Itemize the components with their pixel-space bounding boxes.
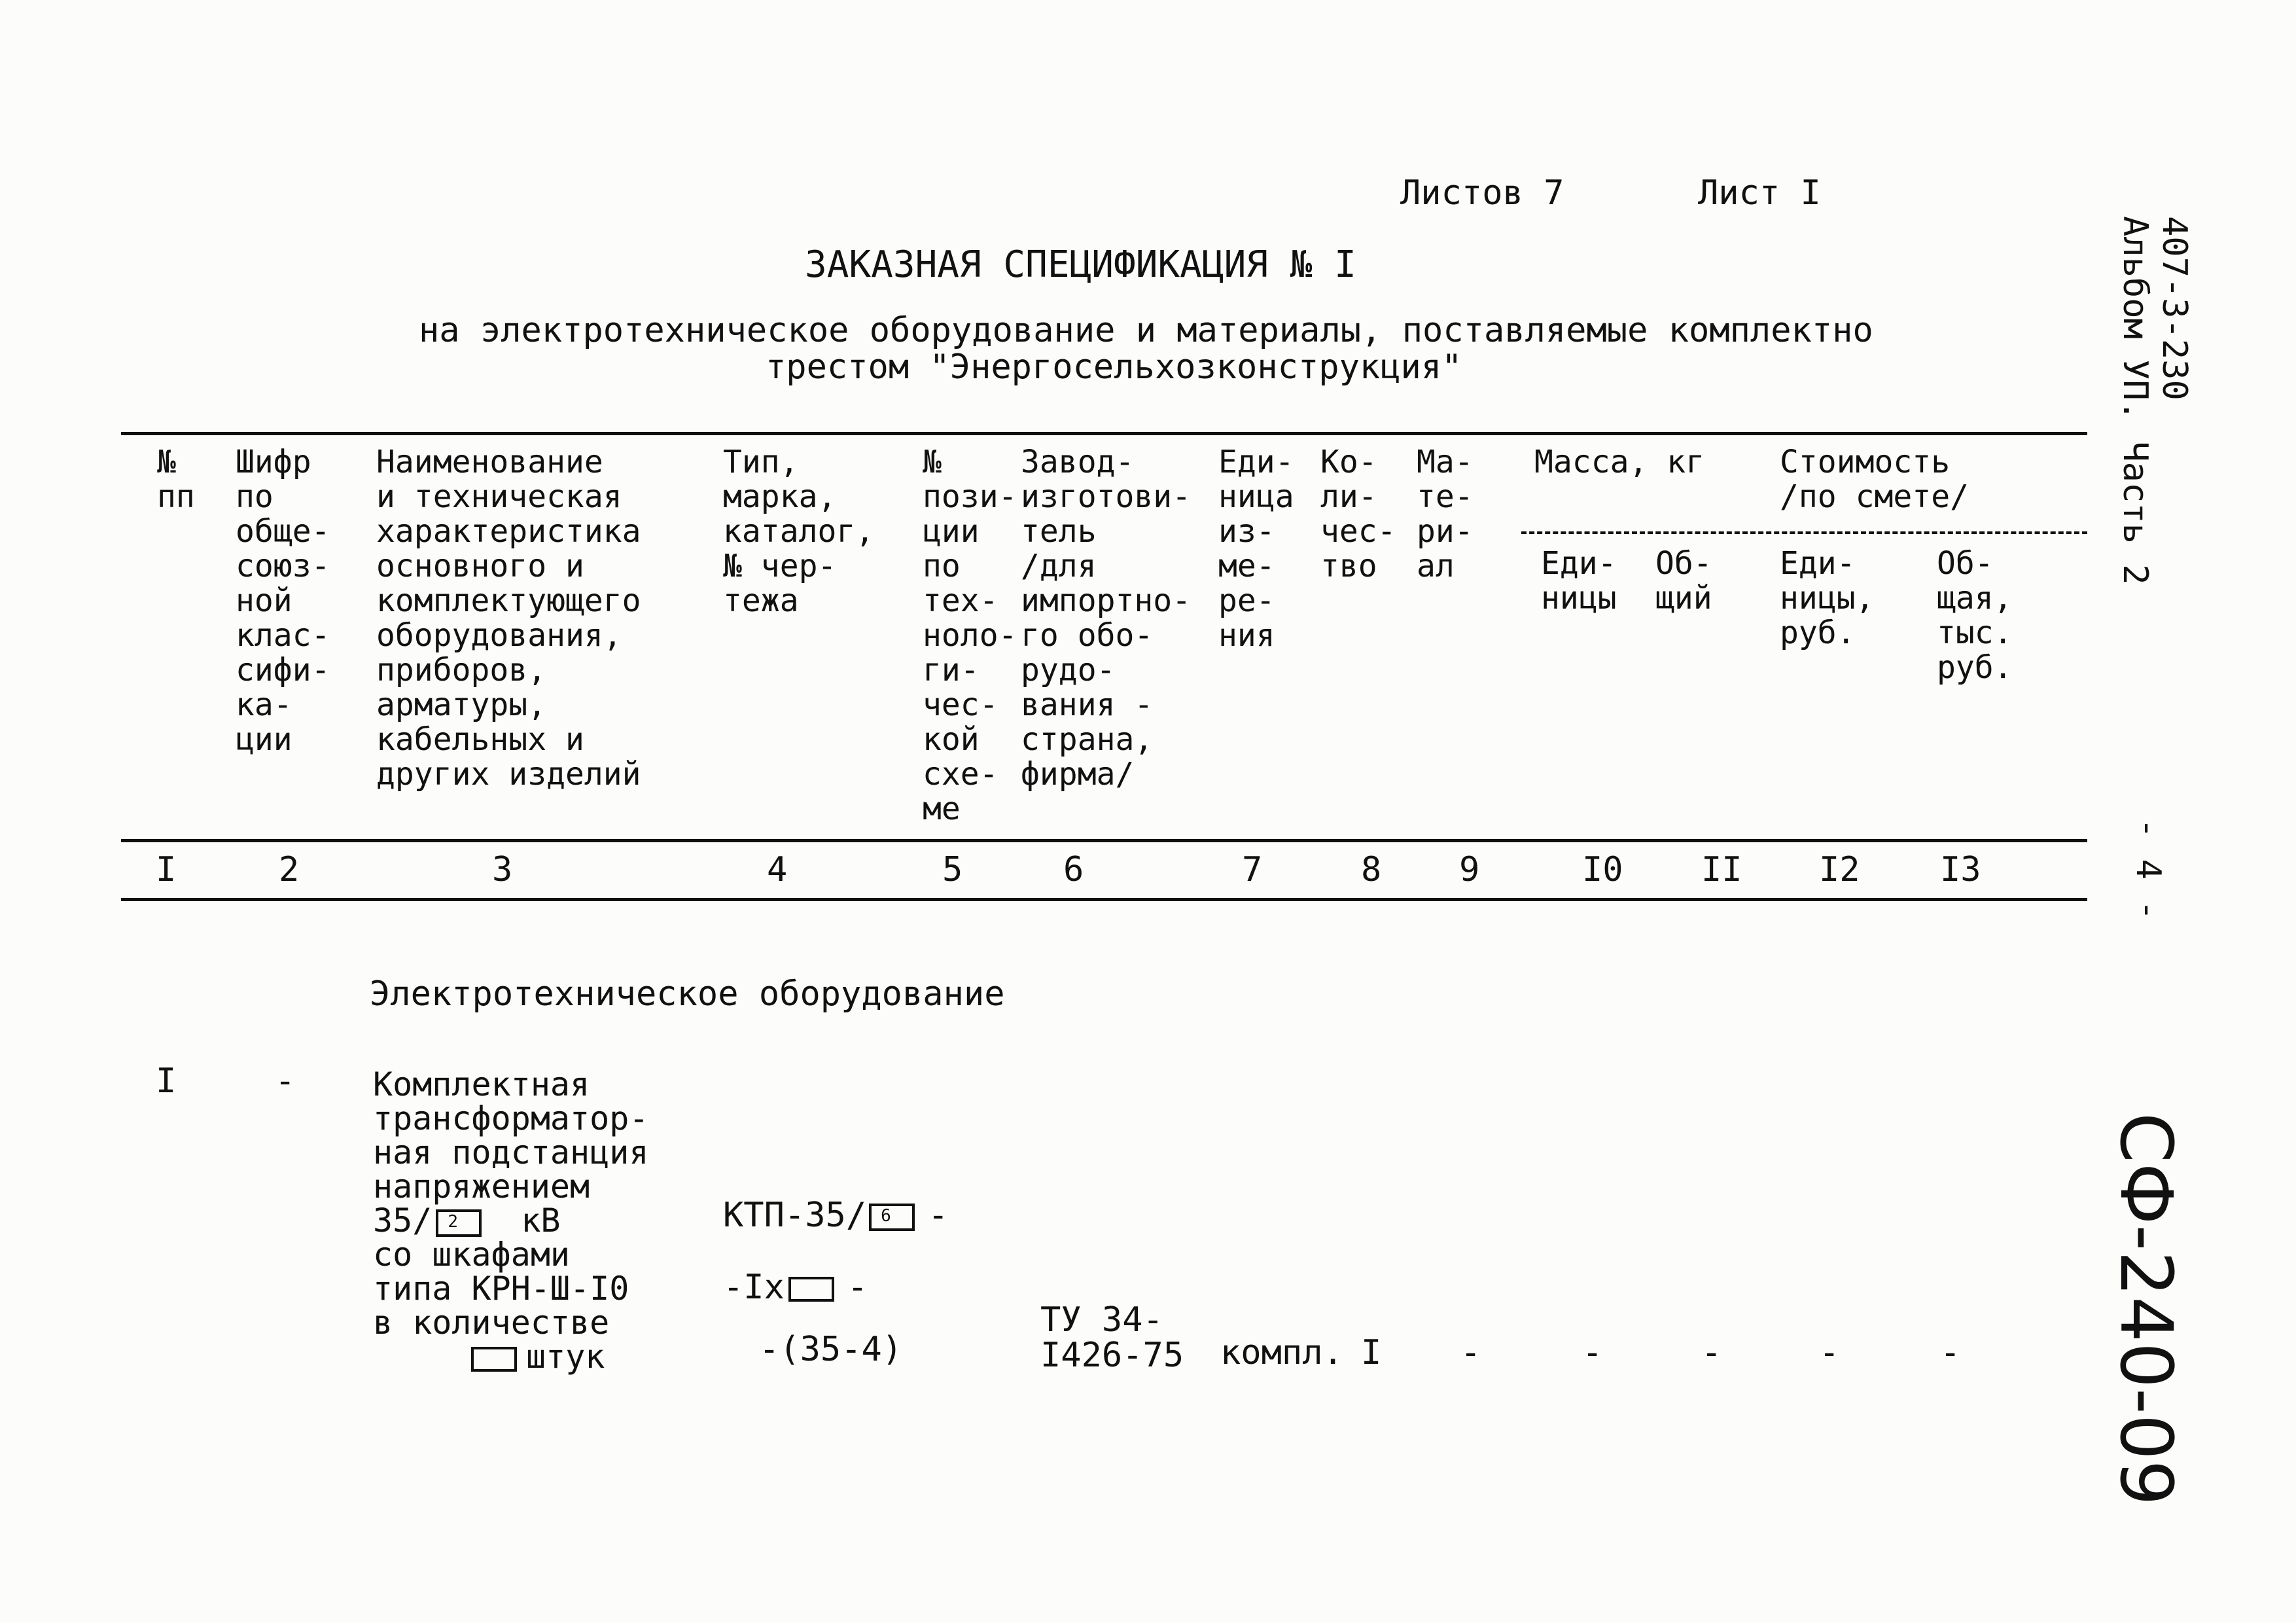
col-header-position: № пози- ции по тех- ноло- ги- чес- кой схе- ме	[923, 444, 1017, 827]
col-number-10: I0	[1582, 850, 1623, 889]
page-marker: - 4 -	[2128, 818, 2168, 921]
row-name-line-2: трансформатор-	[373, 1099, 649, 1137]
col-number-8: 8	[1361, 850, 1382, 889]
table-top-rule	[121, 432, 2087, 435]
row-type-line-2	[723, 1270, 868, 1305]
col-number-1: I	[156, 850, 177, 889]
row-name-line-4: напряжением	[373, 1168, 590, 1205]
row-type-line-3: -(35-4)	[759, 1330, 903, 1369]
col-number-3: 3	[492, 850, 513, 889]
col-header-cost-unit: Еди- ницы, руб.	[1780, 545, 1875, 651]
col-number-4: 4	[767, 850, 788, 889]
col-header-no: № пп	[157, 444, 195, 515]
subtitle-line-1: на электротехническое оборудование и материалы, поставляемые комплектно	[419, 311, 1873, 350]
sheets-total: Листов 7	[1400, 173, 1564, 213]
row-name-line-6: типа КРН-Ш-I0	[373, 1270, 629, 1308]
document-title: ЗАКАЗНАЯ СПЕЦИФИКАЦИЯ № I	[805, 243, 1356, 286]
row-type-line-1	[723, 1198, 948, 1233]
col-header-name: Наименование и техническая характеристика основного и комплектующего оборудования, приборов, арматуры, кабельных и других изделий	[376, 444, 641, 793]
col-number-11: II	[1701, 850, 1742, 889]
col-header-cost-total: Об- щая, тыс. руб.	[1937, 545, 2013, 686]
count-unit: штук	[526, 1338, 605, 1376]
col-number-7: 7	[1242, 850, 1263, 889]
row-number: I	[156, 1061, 177, 1101]
type-suffix: -	[928, 1196, 949, 1235]
col-number-5: 5	[942, 850, 963, 889]
type-blank-mark: 6	[881, 1206, 891, 1226]
row-name-line-1: Комплектная	[373, 1065, 590, 1103]
sheet-number: Лист I	[1698, 173, 1821, 213]
row-manufacturer: ТУ 34- I426-75	[1040, 1300, 1184, 1375]
type-line2-blank-box	[788, 1277, 834, 1302]
row-name-voltage	[373, 1203, 561, 1238]
side-code-line-1: 407-3-230	[2155, 216, 2194, 401]
row-code: -	[275, 1061, 296, 1101]
row-cost-unit: -	[1819, 1333, 1840, 1372]
col-header-qty: Ко- ли- чес- тво	[1320, 444, 1396, 584]
side-stamp: СФ-240-09	[2104, 1113, 2188, 1506]
type-prefix: КТП-35/	[723, 1196, 867, 1235]
section-title: Электротехническое оборудование	[370, 974, 1005, 1014]
row-name-count	[471, 1339, 605, 1374]
col-number-12: I2	[1819, 850, 1860, 889]
col-number-2: 2	[279, 850, 300, 889]
col-header-unit: Еди- ница из- ме- ре- ния	[1218, 444, 1294, 654]
count-blank-box	[471, 1347, 517, 1372]
col-header-mass-unit: Еди- ницы	[1541, 545, 1617, 616]
row-name-line-5: со шкафами	[373, 1236, 571, 1274]
side-code-line-2: Альбом УП. Часть 2	[2115, 216, 2155, 585]
col-header-mass: Масса, кг	[1534, 444, 1705, 480]
row-cost-total: -	[1940, 1333, 1961, 1372]
voltage-unit: кВ	[521, 1202, 561, 1240]
header-bottom-rule	[121, 839, 2087, 842]
row-name-line-7: в количестве	[373, 1304, 610, 1342]
col-number-9: 9	[1459, 850, 1480, 889]
type-line2-prefix: -Iх	[723, 1268, 785, 1307]
row-mass-unit: -	[1582, 1333, 1603, 1372]
type-blank-box	[869, 1204, 915, 1231]
type-line2-suffix: -	[847, 1268, 868, 1307]
group-divider-rule	[1521, 531, 2087, 534]
row-unit: компл.	[1220, 1333, 1343, 1372]
numbers-bottom-rule	[121, 898, 2087, 901]
col-header-type: Тип, марка, каталог, № чер- тежа	[723, 444, 875, 619]
row-material: -	[1460, 1333, 1481, 1372]
row-name-line-3: ная подстанция	[373, 1133, 649, 1171]
row-mass-total: -	[1701, 1333, 1722, 1372]
col-number-6: 6	[1063, 850, 1084, 889]
subtitle-line-2: трестом "Энергосельхозконструкция"	[766, 348, 1462, 387]
col-number-13: I3	[1940, 850, 1981, 889]
row-qty: I	[1361, 1333, 1382, 1372]
col-header-manufacturer: Завод- изготови- тель /для импортно- го обо- рудо- вания - страна, фирма/	[1021, 444, 1192, 793]
col-header-material: Ма- те- ри- ал	[1417, 444, 1474, 584]
voltage-prefix: 35/	[373, 1202, 433, 1240]
voltage-blank-box	[436, 1209, 482, 1237]
col-header-cost: Стоимость /по смете/	[1780, 444, 1969, 515]
voltage-blank-mark: 2	[448, 1211, 458, 1232]
col-header-mass-total: Об- щий	[1655, 545, 1712, 616]
col-header-code: Шифр по обще- союз- ной клас- сифи- ка- ции	[236, 444, 330, 758]
